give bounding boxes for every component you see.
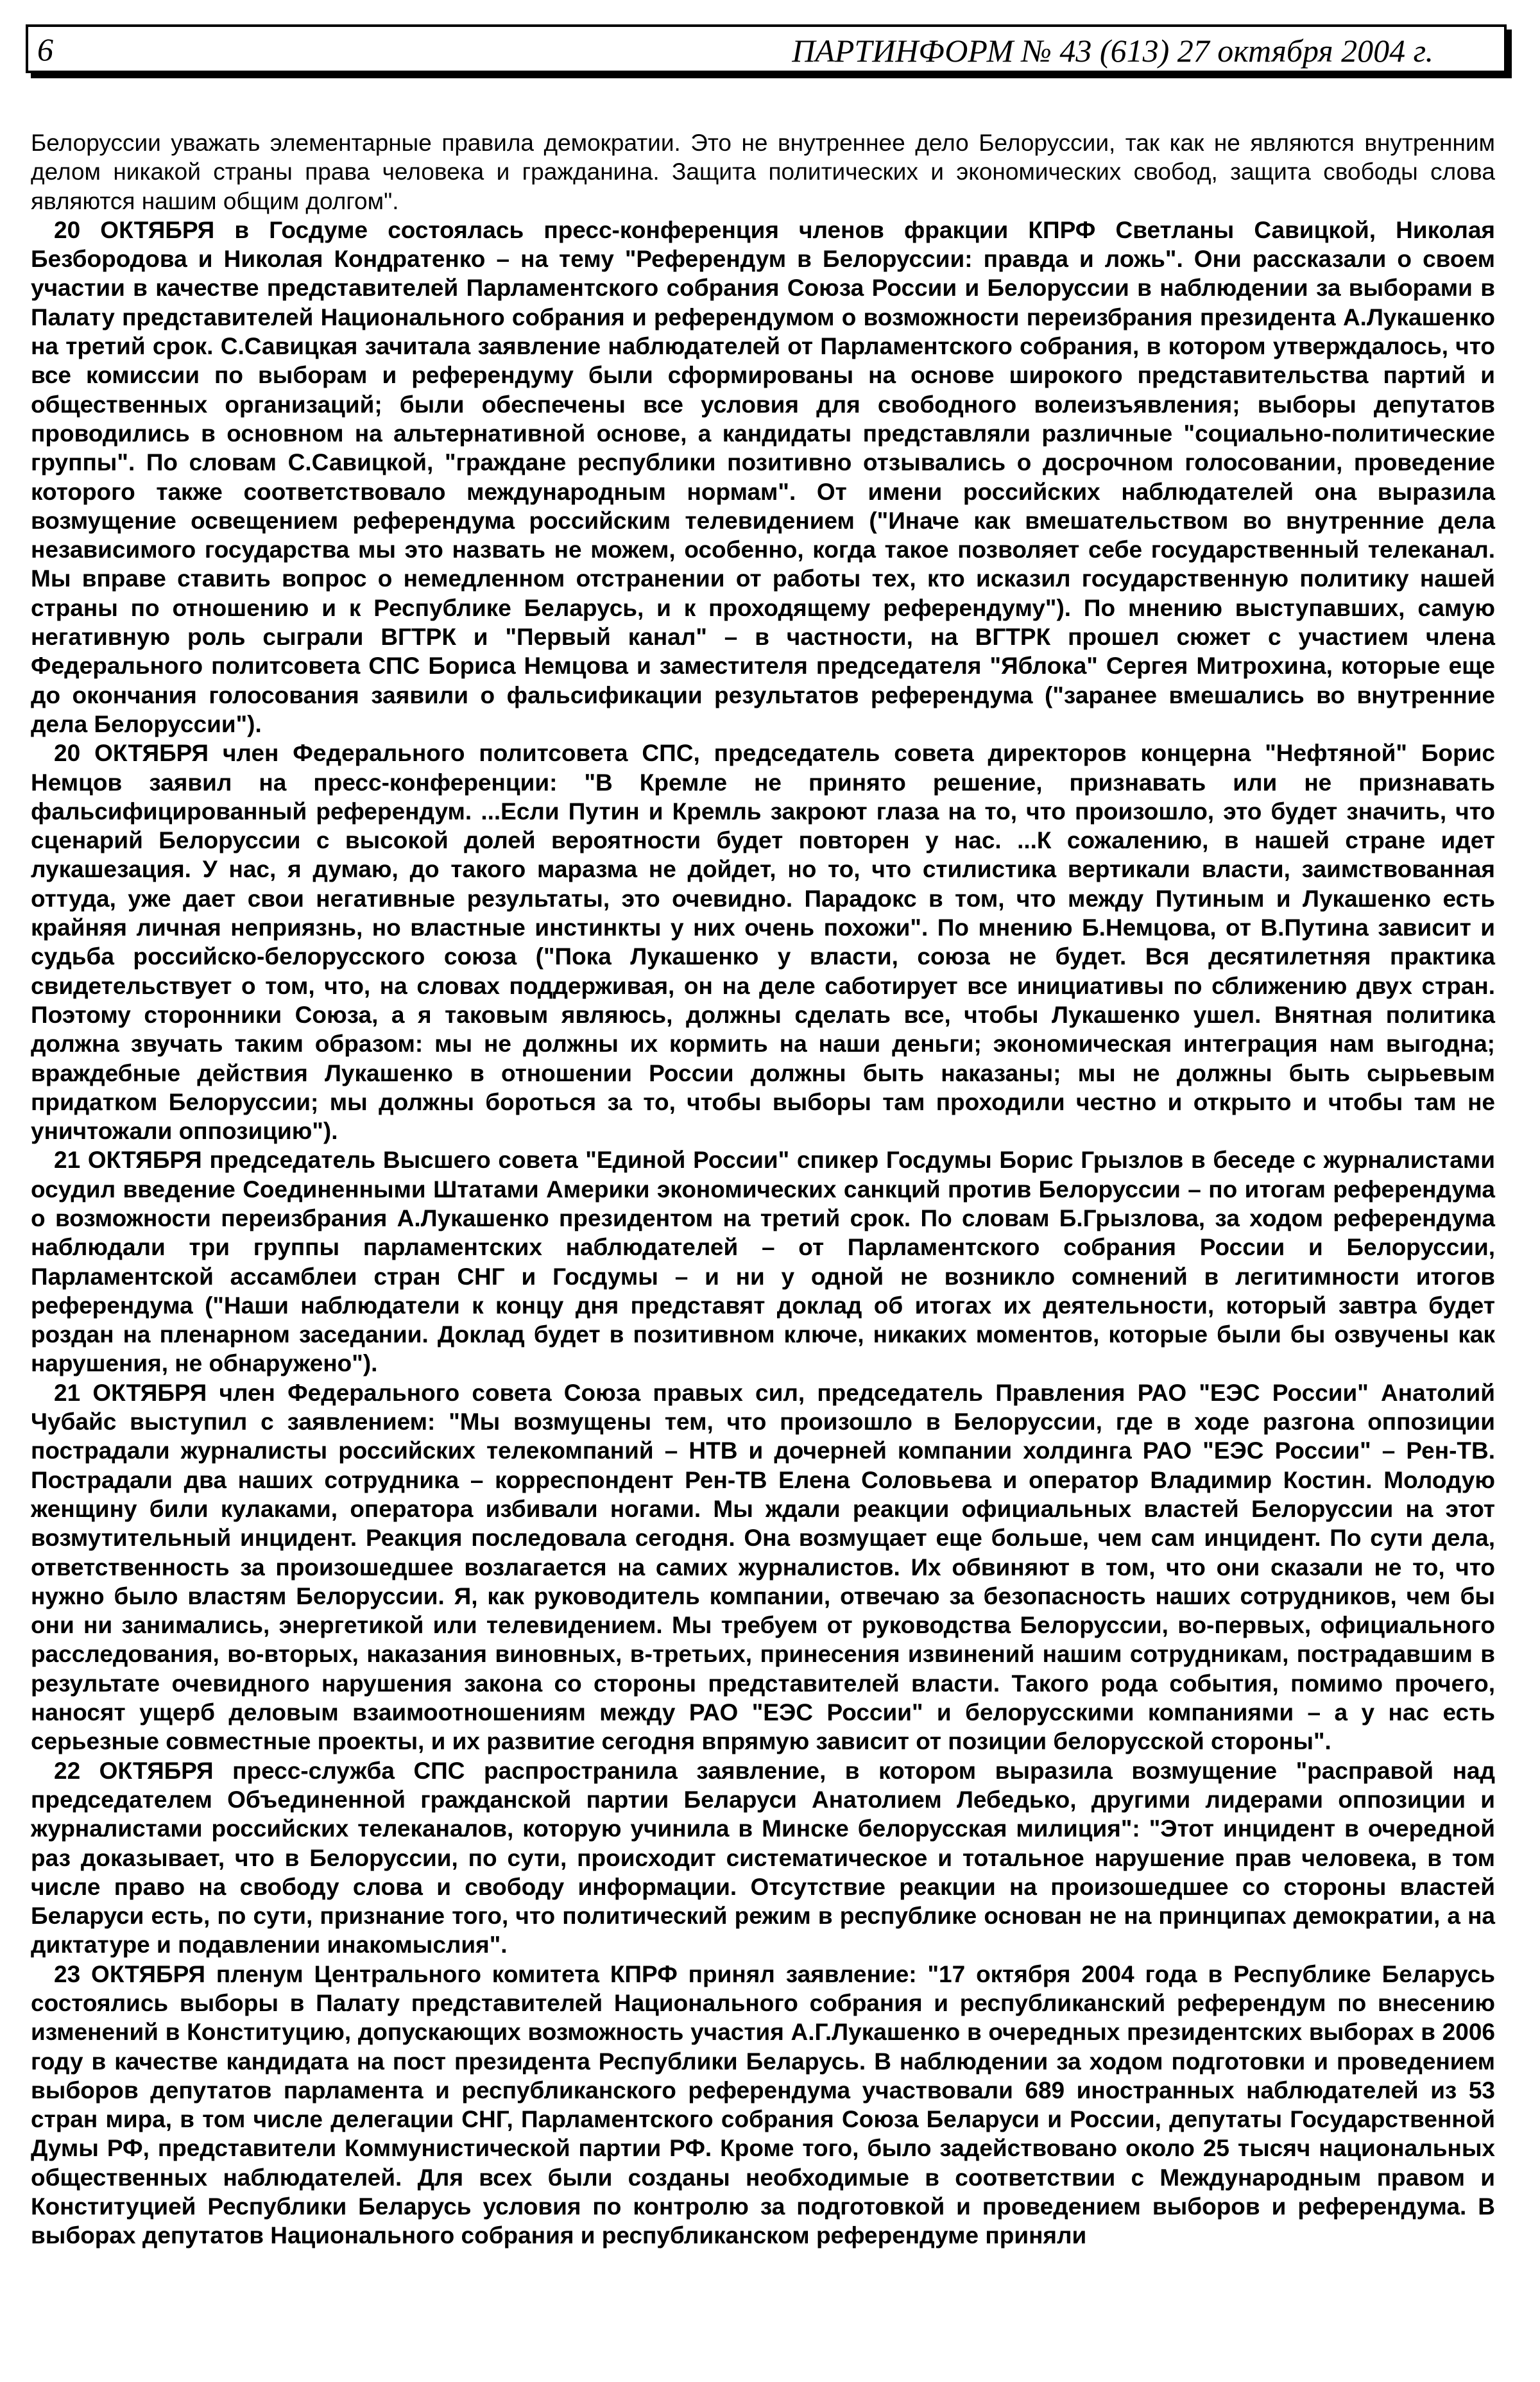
paragraph: 22 ОКТЯБРЯ пресс-служба СПС распространила заявление, в котором выразила возмущение "расправой над председателем Объединенной гражданской партии Беларуси Анатолием Лебедько, другими лидерами оппозиции и журналистами российских телеканалов, которую учинила в Минске белорусская милиция": "Этот инцидент в очередной раз доказывает, что в Белоруссии, по сути, происходит систематическое и тотальное нарушение прав человека, в том числе право на свободу слова и свободу информации. Отсутствие реакции на произошедшее со стороны властей Беларуси есть, по сути, признание того, что политический режим в республике основан не на принципах демократии, а на диктатуре и подавлении инакомыслия". — [31, 1757, 1495, 1958]
article-body — [31, 128, 1495, 2250]
paragraph: 20 ОКТЯБРЯ член Федерального политсовета СПС, председатель совета директоров концерна "Нефтяной" Борис Немцов заявил на пресс-конференции: "В Кремле не принято решение, признавать или не признавать фальсифицированный референдум. ...Если Путин и Кремль закроют глаза на то, что произошло, это будет значить, что сценарий Белоруссии с высокой долей вероятности будет повторен у нас. ...К сожалению, в нашей стране идет лукашезация. У нас, я думаю, до такого маразма не дойдет, но то, что стилистика вертикали власти, заимствованная оттуда, уже дает свои негативные результаты, это очевидно. Парадокс в том, что между Путиным и Лукашенко есть крайняя личная неприязнь, но властные инстинкты у них очень похожи". По мнению Б.Немцова, от В.Путина зависит и судьба российско-белорусского союза ("Пока Лукашенко у власти, союза не будет. Вся десятилетняя практика свидетельствует о том, что, на словах поддерживая, он на деле саботирует все инициативы по сближению двух стран. Поэтому сторонники Союза, а я таковым являюсь, должны сделать все, чтобы Лукашенко ушел. Внятная политика должна звучать таким образом: мы не должны их кормить на наши деньги; экономическая интеграция нам выгодна; враждебные действия Лукашенко в отношении России должны быть наказаны; мы не должны быть сырьевым придатком Белоруссии; мы должны бороться за то, чтобы выборы там проходили честно и открыто и чтобы там не уничтожали оппозицию"). — [31, 740, 1495, 1145]
publication-title: ПАРТИНФОРМ № 43 (613) 27 октября 2004 г. — [792, 33, 1433, 69]
page-header — [26, 24, 1507, 73]
page-number: 6 — [37, 31, 53, 67]
paragraph: 21 ОКТЯБРЯ член Федерального совета Союза правых сил, председатель Правления РАО "ЕЭС России" Анатолий Чубайс выступил с заявлением: "Мы возмущены тем, что произошло в Белоруссии, где в ходе разгона оппозиции пострадали журналисты российских телекомпаний – НТВ и дочерней компании холдинга РАО "ЕЭС России" – Рен-ТВ. Пострадали два наших сотрудника – корреспондент Рен-ТВ Елена Соловьева и оператор Владимир Костин. Молодую женщину били кулаками, оператора избивали ногами. Мы ждали реакции официальных властей Белоруссии на этот возмутительный инцидент. Реакция последовала сегодня. Она возмущает еще больше, чем сам инцидент. По сути дела, ответственность за произошедшее возлагается на самих журналистов. Их обвиняют в том, что они сказали не то, что нужно было властям Белоруссии. Я, как руководитель компании, отвечаю за безопасность наших сотрудников, чем бы они ни занимались, энергетикой или телевидением. Мы требуем от руководства Белоруссии, во-первых, официального расследования, во-вторых, наказания виновных, в-третьих, принесения извинений нашим сотрудникам, пострадавшим в результате очевидного нарушения закона со стороны представителей власти. Такого рода события, помимо прочего, наносят ущерб деловым взаимоотношениям между РАО "ЕЭС России" и белорусскими компаниями – а у нас есть серьезные совместные проекты, и их развитие сегодня впрямую зависит от позиции белорусской стороны". — [31, 1379, 1495, 1755]
paragraph: 23 ОКТЯБРЯ пленум Центрального комитета КПРФ принял заявление: "17 октября 2004 года в Республике Беларусь состоялись выборы в Палату представителей Национального собрания и республиканский референдум по внесению изменений в Конституцию, допускающих возможность участия А.Г.Лукашенко в очередных президентских выборах в 2006 году в качестве кандидата на пост президента Республики Беларусь. В наблюдении за ходом подготовки и проведением выборов депутатов парламента и республиканского референдума участвовали 689 иностранных наблюдателей из 53 стран мира, в том числе делегации СНГ, Парламентского собрания Союза Беларуси и России, депутаты Государственной Думы РФ, представители Коммунистической партии РФ. Кроме того, было задействовано около 25 тысяч национальных общественных наблюдателей. Для всех были созданы необходимые в соответствии с Международным правом и Конституцией Республики Беларусь условия по контролю за подготовкой и проведением выборов и референдума. В выборах депутатов Национального собрания и республиканском референдуме приняли — [31, 1960, 1495, 2249]
paragraph: Белоруссии уважать элементарные правила демократии. Это не внутреннее дело Белоруссии, так как не являются внутренним делом никакой страны права человека и гражданина. Защита политических и экономических свобод, защита свободы слова являются нашим общим долгом". — [31, 130, 1495, 214]
paragraph: 20 ОКТЯБРЯ в Госдуме состоялась пресс-конференция членов фракции КПРФ Светланы Савицкой, Николая Безбородова и Николая Кондратенко – на тему "Референдум в Белоруссии: правда и ложь". Они рассказали о своем участии в качестве представителей Парламентского собрания Союза России и Белоруссии в наблюдении за выборами в Палату представителей Национального собрания и референдумом о возможности переизбрания президента А.Лукашенко на третий срок. С.Савицкая зачитала заявление наблюдателей от Парламентского собрания, в котором утверждалось, что все комиссии по выборам и референдуму были сформированы на основе широкого представительства партий и общественных организаций; были обеспечены все условия для свободного волеизъявления; выборы депутатов проводились в основном на альтернативной основе, а кандидаты представляли различные "социально-политические группы". По словам С.Савицкой, "граждане республики позитивно отзывались о досрочном голосовании, проведение которого также соответствовало международным нормам". От имени российских наблюдателей она выразила возмущение освещением референдума российским телевидением ("Иначе как вмешательством во внутренние дела независимого государства мы это назвать не можем, особенно, когда такое позволяет себе государственный телеканал. Мы вправе ставить вопрос о немедленном отстранении от работы тех, кто исказил государственную политику нашей страны по отношению и к Республике Беларусь, и к проходящему референдуму"). По мнению выступавших, самую негативную роль сыграли ВГТРК и "Первый канал" – в частности, на ВГТРК прошел сюжет с участием члена Федерального политсовета СПС Бориса Немцова и заместителя председателя "Яблока" Сергея Митрохина, которые еще до окончания голосования заявили о фальсификации результатов референдума ("заранее вмешались во внутренние дела Белоруссии"). — [31, 216, 1495, 737]
paragraph: 21 ОКТЯБРЯ председатель Высшего совета "Единой России" спикер Госдумы Борис Грызлов в беседе с журналистами осудил введение Соединенными Штатами Америки экономических санкций против Белоруссии – по итогам референдума о возможности переизбрания А.Лукашенко президентом на третий срок. По словам Б.Грызлова, за ходом референдума наблюдали три группы парламентских наблюдателей – от Парламентского собрания России и Белоруссии, Парламентской ассамблеи стран СНГ и Госдумы – и ни у одной не возникло сомнений в легитимности итогов референдума ("Наши наблюдатели к концу дня представят доклад об итогах их деятельности, который завтра будет роздан на пленарном заседании. Доклад будет в позитивном ключе, никаких моментов, которые были бы озвучены как нарушения, не обнаружено"). — [31, 1147, 1495, 1377]
